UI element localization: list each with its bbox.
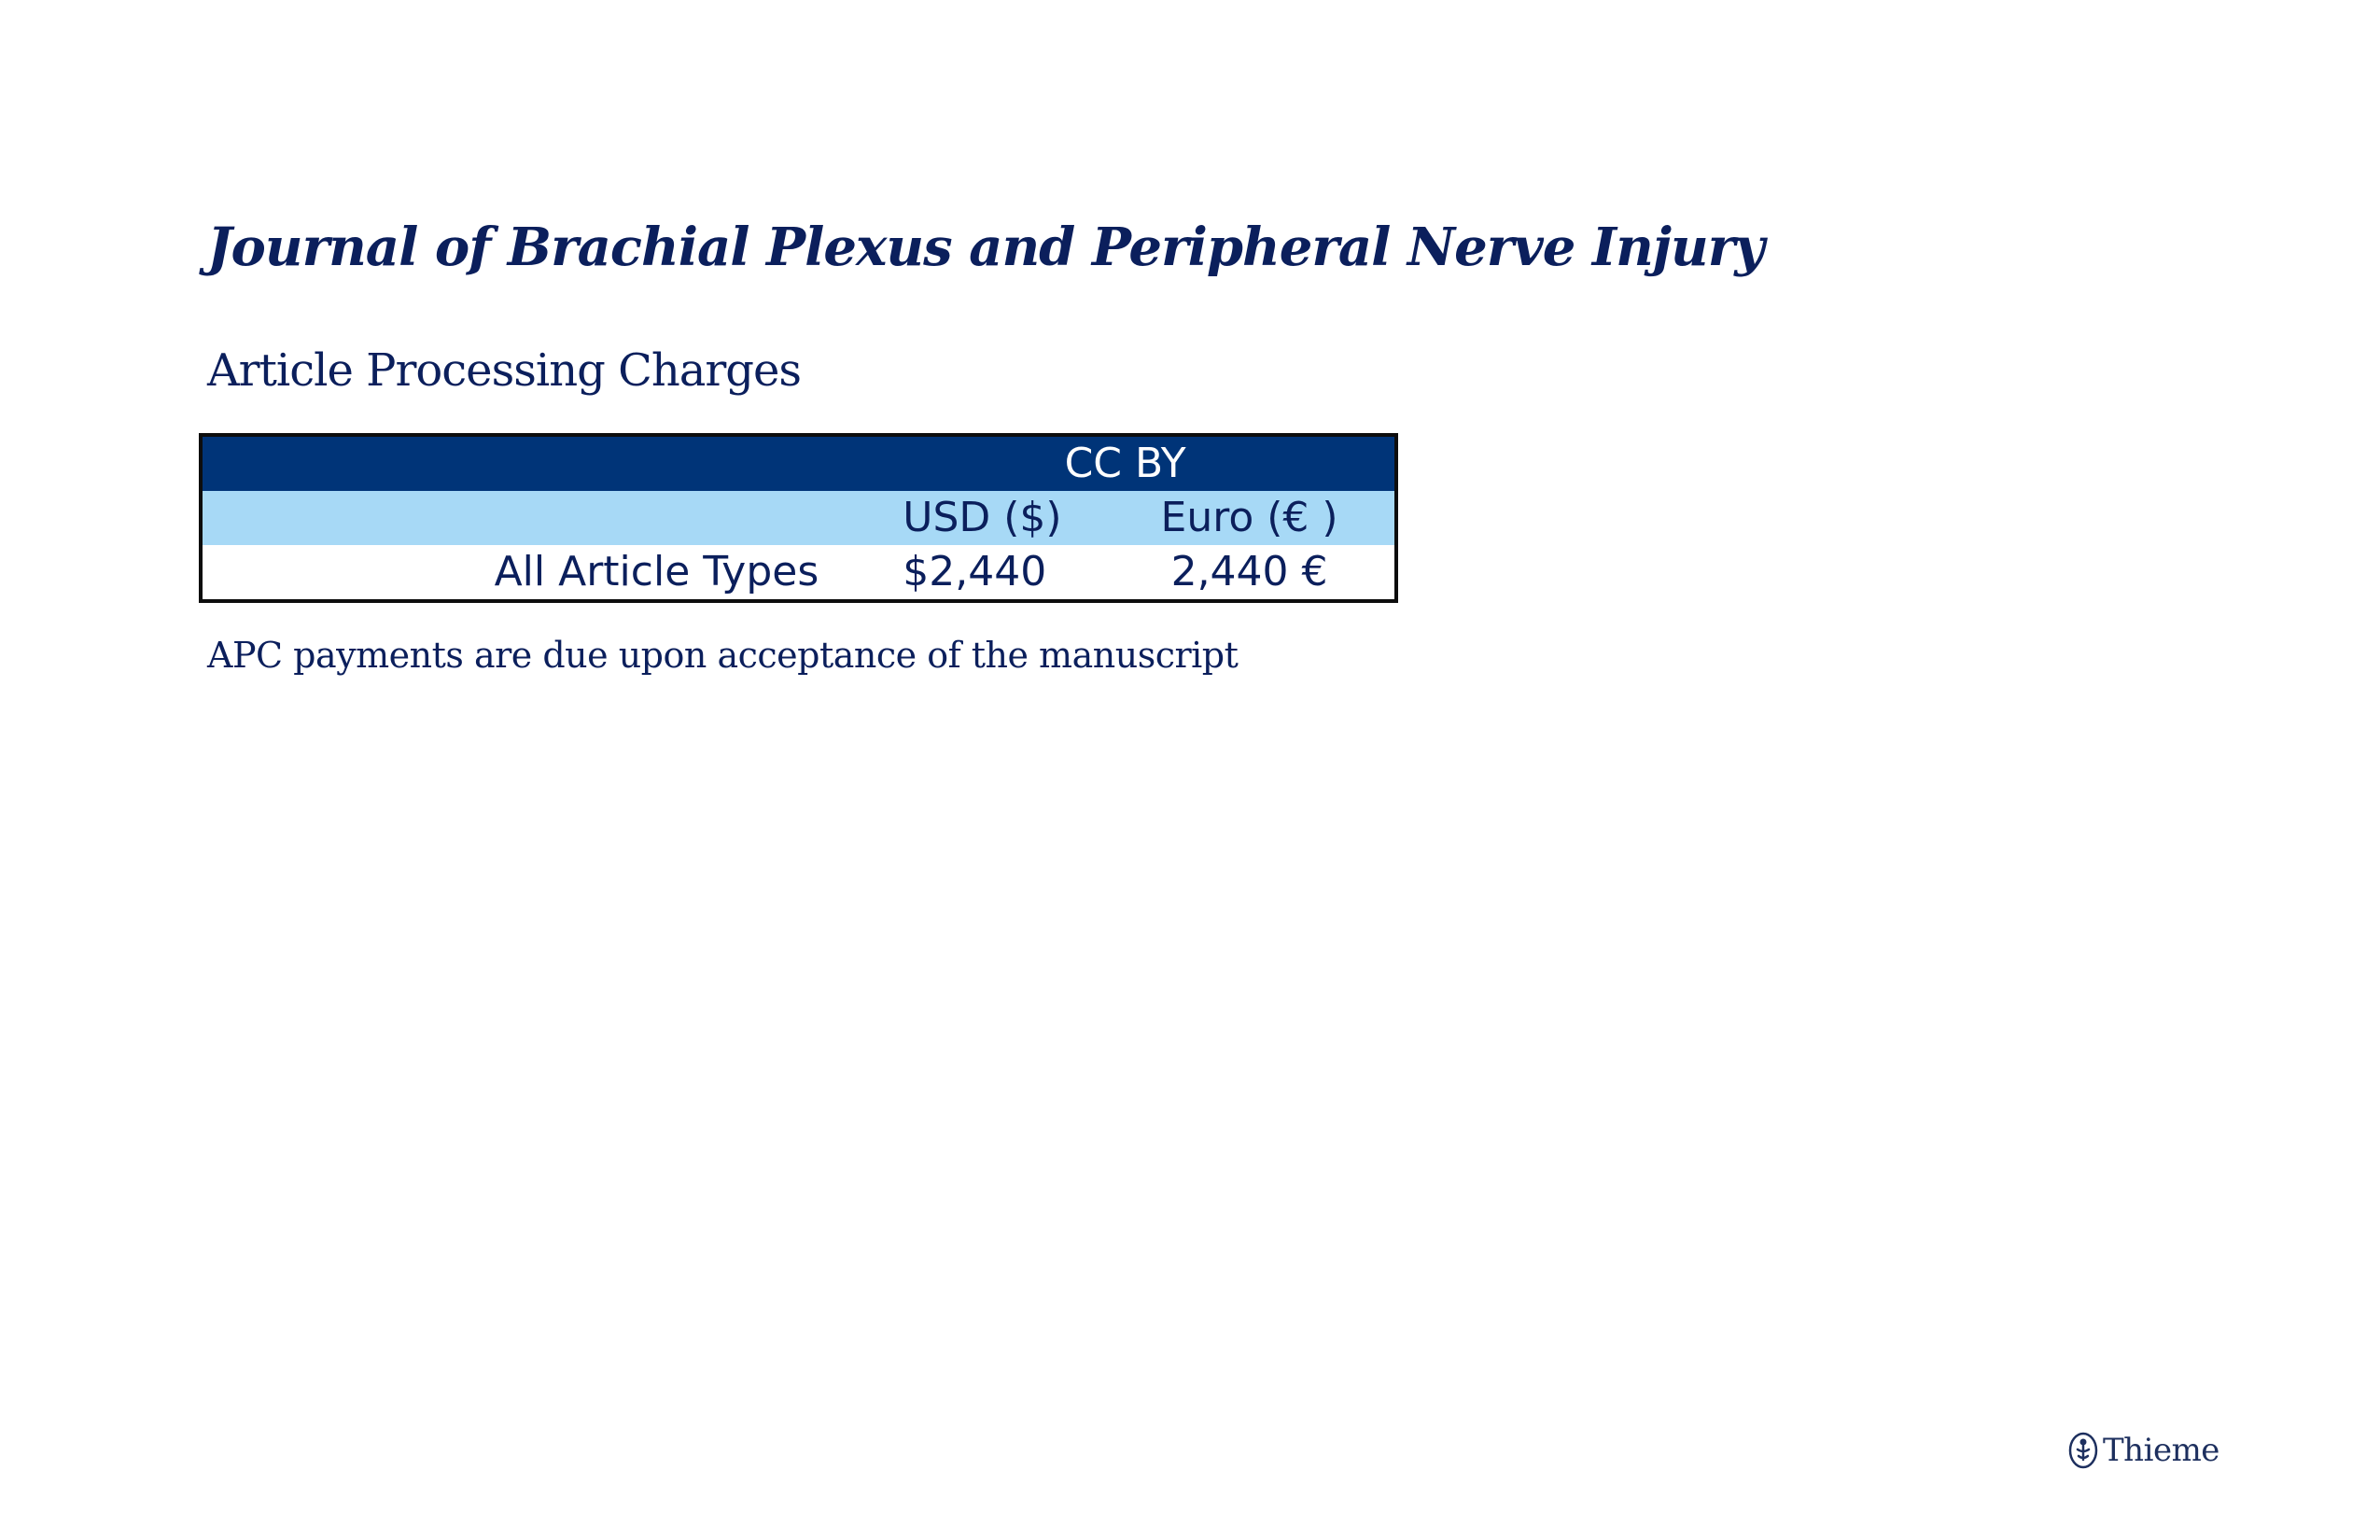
currency-header-row xyxy=(201,491,1396,545)
license-header-row xyxy=(201,435,1396,491)
article-type-cell: All Article Types xyxy=(201,545,875,601)
apc-table xyxy=(199,433,1398,603)
license-header-spacer xyxy=(201,435,875,491)
euro-price-cell: 2,440 € xyxy=(1132,545,1396,601)
thieme-emblem-icon xyxy=(2067,1431,2099,1470)
publisher-name: Thieme xyxy=(2103,1432,2219,1469)
license-header: CC BY xyxy=(875,435,1396,491)
publisher-logo xyxy=(2067,1431,2219,1470)
payment-note: APC payments are due upon acceptance of the manuscript xyxy=(207,635,1239,676)
usd-price-cell: $2,440 xyxy=(875,545,1132,601)
usd-column-header: USD ($) xyxy=(875,491,1132,545)
currency-header-spacer xyxy=(201,491,875,545)
euro-column-header: Euro (€ ) xyxy=(1132,491,1396,545)
table-row xyxy=(201,545,1396,601)
section-title: Article Processing Charges xyxy=(207,344,802,397)
journal-title: Journal of Brachial Plexus and Peripheral Nerve Injury xyxy=(207,217,1764,278)
